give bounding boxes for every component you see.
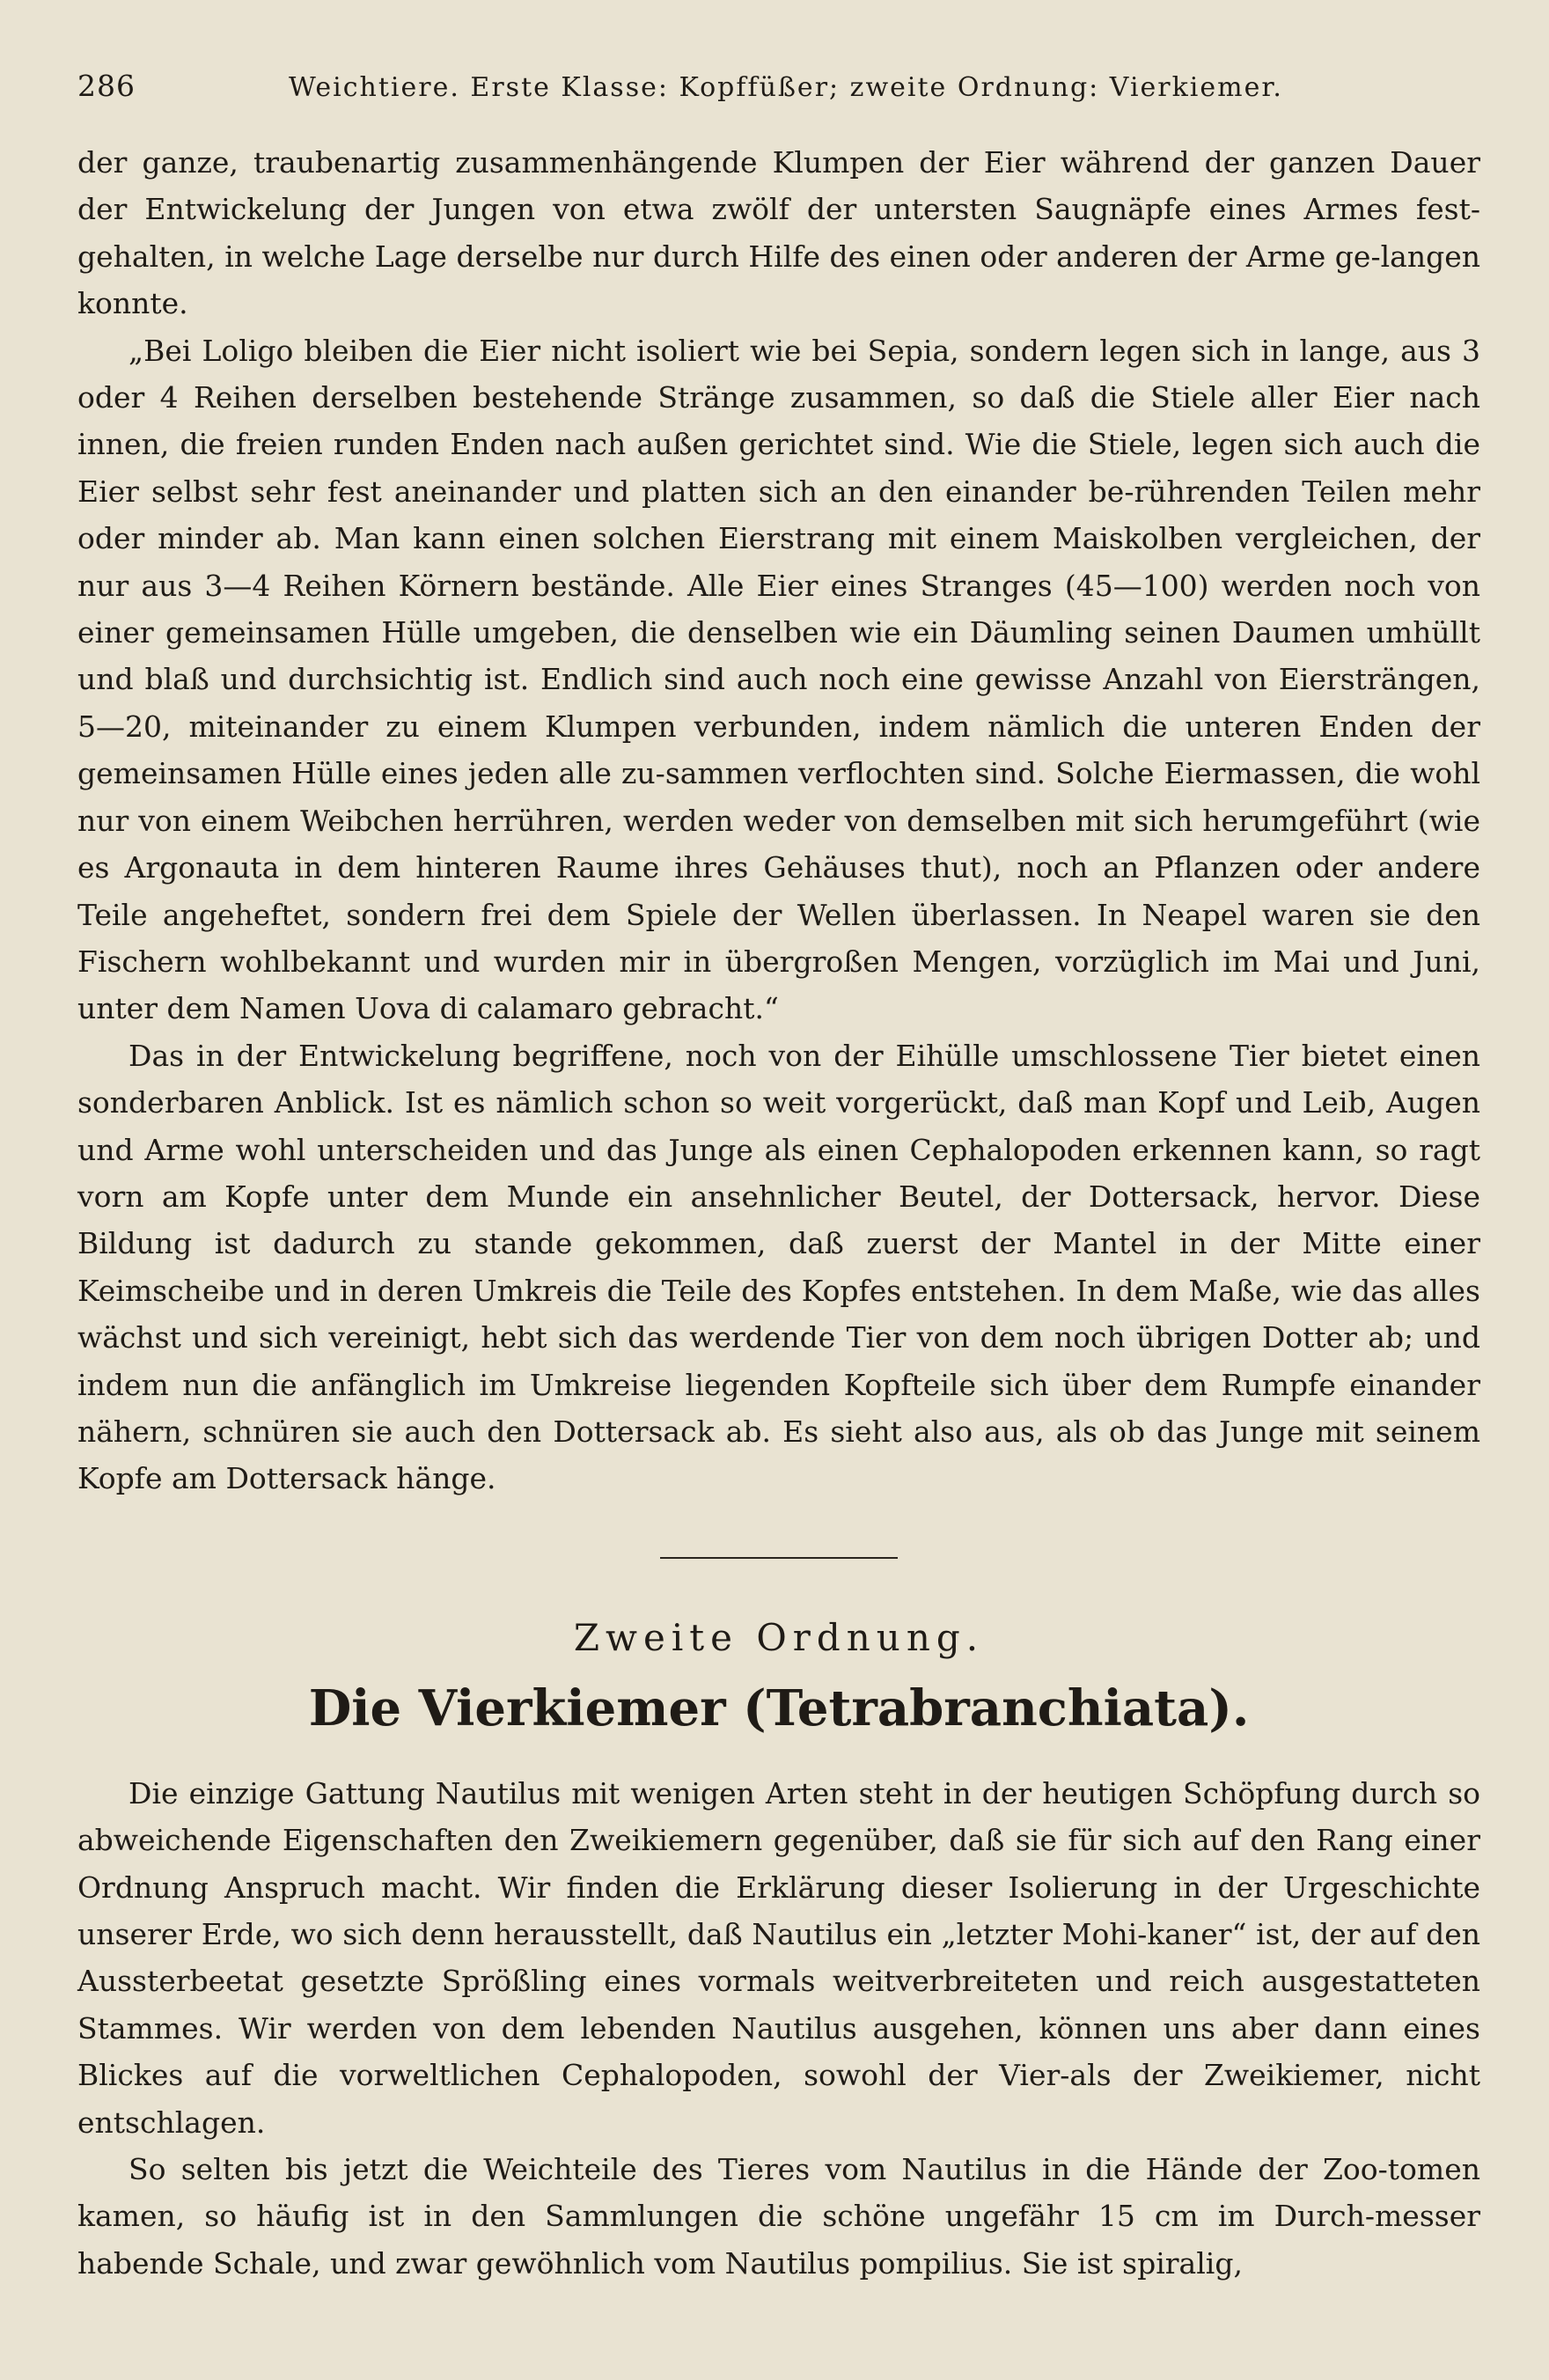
paragraph-development: Das in der Entwickelung begriffene, noch von der Eihülle umschlossene Tier bietet einen sonderbaren Anblick. Ist es nämlich schon so weit vorgerückt, daß man Kopf und Leib, Augen und Arme wohl unterscheiden und das Junge als einen Cephalopoden erkennen kann, so ragt vorn am Kopfe unter dem Munde ein ansehnlicher Beutel, der Dottersack, hervor. Diese Bildung ist dadurch zu stande gekommen, daß zuerst der Mantel in der Mitte einer Keimscheibe und in deren Umkreis die Teile des Kopfes entstehen. In dem Maße, wie das alles wächst und sich vereinigt, hebt sich das werdende Tier von dem noch übrigen Dotter ab; und indem nun die anfänglich im Umkreise liegenden Kopfteile sich über dem Rumpfe einander nähern, schnüren sie auch den Dottersack ab. Es sieht also aus, als ob das Junge mit seinem Kopfe am Dottersack hänge. bbox=[77, 1038, 1480, 1496]
book-page bbox=[77, 69, 1480, 2322]
paragraph-loligo-quote: „Bei Loligo bleiben die Eier nicht isoliert wie bei Sepia, sondern legen sich in lange, aus 3 oder 4 Reihen derselben bestehende Stränge zusammen, so daß die Stiele aller Eier nach innen, die freien runden Enden nach außen gerichtet sind. Wie die Stiele, legen sich auch die Eier selbst sehr fest aneinander und platten sich an den einander be-rührenden Teilen mehr oder minder ab. Man kann einen solchen Eierstrang mit einem Maiskolben vergleichen, der nur aus 3—4 Reihen Körnern bestände. Alle Eier eines Stranges (45—100) werden noch von einer gemeinsamen Hülle umgeben, die denselben wie ein Däumling seinen Daumen umhüllt und blaß und durchsichtig ist. Endlich sind auch noch eine gewisse Anzahl von Eiersträngen, 5—20, miteinander zu einem Klumpen verbunden, indem nämlich die unteren Enden der gemeinsamen Hülle eines jeden alle zu-sammen verflochten sind. Solche Eiermassen, die wohl nur von einem Weibchen herrühren, werden weder von demselben mit sich herumgeführt (wie es Argonauta in dem hinteren Raume ihres Gehäuses thut), noch an Pflanzen oder andere Teile angeheftet, sondern frei dem Spiele der Wellen überlassen. In Neapel waren sie den Fischern wohlbekannt und wurden mir in übergroßen Mengen, vorzüglich im Mai und Juni, unter dem Namen Uova di calamaro gebracht.“ bbox=[77, 333, 1480, 1026]
running-title: Weichtiere. Erste Klasse: Kopffüßer; zweite Ordnung: Vierkiemer. bbox=[289, 72, 1283, 103]
main-text bbox=[77, 139, 1480, 2287]
order-heading: Zweite Ordnung. bbox=[573, 1615, 985, 1659]
page-number: 286 bbox=[77, 69, 136, 103]
family-heading: Die Vierkiemer (Tetrabranchiata). bbox=[308, 1678, 1250, 1737]
paragraph-nautilus-intro: Die einzige Gattung Nautilus mit wenigen Arten steht in der heutigen Schöpfung durch so abweichende Eigenschaften den Zweikiemern gegenüber, daß sie für sich auf den Rang einer Ordnung Anspruch macht. Wir finden die Erklärung dieser Isolierung in der Urgeschichte unserer Erde, wo sich denn herausstellt, daß Nautilus ein „letzter Mohi-kaner“ ist, der auf den Aussterbeetat gesetzte Sprößling eines vormals weitverbreiteten und reich ausgestatteten Stammes. Wir werden von dem lebenden Nautilus ausgehen, können uns aber dann eines Blickes auf die vorweltlichen Cephalopoden, sowohl der Vier-als der Zweikiemer, nicht entschlagen. bbox=[77, 1775, 1480, 2140]
paragraph-continuation: der ganze, traubenartig zusammenhängende Klumpen der Eier während der ganzen Dauer der Entwickelung der Jungen von etwa zwölf der untersten Saugnäpfe eines Armes fest-gehalten, in welche Lage derselbe nur durch Hilfe des einen oder anderen der Arme ge-langen konnte. bbox=[77, 145, 1480, 321]
section-divider bbox=[660, 1557, 898, 1559]
paragraph-nautilus-shell: So selten bis jetzt die Weichteile des Tieres vom Nautilus in die Hände der Zoo-tomen kamen, so häufig ist in den Sammlungen die schöne ungefähr 15 cm im Durch-messer habende Schale, und zwar gewöhnlich vom Nautilus pompilius. Sie ist spiralig, bbox=[77, 2152, 1480, 2281]
running-head bbox=[77, 69, 1480, 121]
